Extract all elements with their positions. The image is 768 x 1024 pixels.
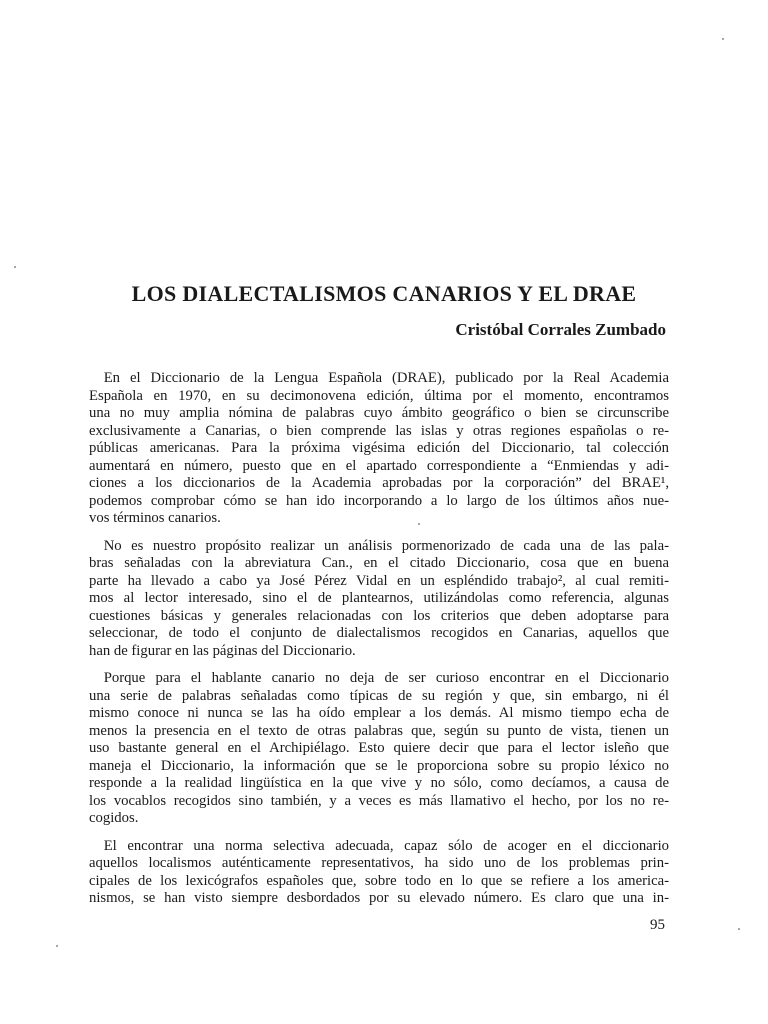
- paragraph-4: [89, 838, 669, 908]
- text-line: públicas americanas. Para la próxima vigésima edición del Diccionario, tal colección: [89, 440, 669, 456]
- page-number: 95: [650, 917, 665, 933]
- article-author: Cristóbal Corrales Zumbado: [455, 320, 666, 339]
- text-line: responde a la realidad lingüística en la que vive y no sólo, como decíamos, a causa de: [89, 775, 669, 791]
- text-line: maneja el Diccionario, la información que se le proporciona sobre su propio léxico no: [89, 757, 669, 774]
- paragraph-2: [89, 538, 669, 661]
- article-body: [89, 370, 669, 918]
- text-line: vos términos canarios.: [89, 510, 221, 526]
- text-line: seleccionar, de todo el conjunto de dialectalismos recogidos en Canarias, aquellos que: [89, 625, 669, 641]
- text-line: nismos, se han visto siempre desbordados por su elevado número. Es claro que una in-: [89, 890, 669, 906]
- scan-speck: [738, 928, 740, 930]
- text-line: mismo conoce ni nunca se las ha oído emplear a los demás. Al mismo tiempo echa de: [89, 705, 669, 721]
- scan-speck: [418, 523, 420, 525]
- scan-speck: [722, 38, 724, 40]
- text-line: bras señaladas con la abreviatura Can., en el citado Diccionario, cosa que en buena: [89, 555, 669, 571]
- text-line: han de figurar en las páginas del Diccionario.: [89, 642, 356, 659]
- text-line: una no muy amplia nómina de palabras cuyo ámbito geográfico o bien se circunscribe: [89, 405, 669, 421]
- text-line: exclusivamente a Canarias, o bien comprende las islas y otras regiones españolas o re-: [89, 422, 669, 439]
- text-line: cogidos.: [89, 810, 139, 826]
- scan-speck: [14, 266, 16, 268]
- text-line: Porque para el hablante canario no deja de ser curioso encontrar en el Diccionario: [103, 670, 669, 686]
- text-line: mos al lector interesado, sino el de plantearnos, utilizándolas como referencia, algunas: [89, 590, 669, 606]
- text-line: aquellos localismos auténticamente representativos, ha sido uno de los problemas prin-: [89, 855, 669, 871]
- text-line: ciones a los diccionarios de la Academia aprobadas por la corporación” del BRAE¹,: [89, 475, 669, 491]
- text-line: Española en 1970, en su decimonovena edición, última por el momento, encontramos: [89, 387, 669, 404]
- paragraph-3: [89, 670, 669, 828]
- article-title: LOS DIALECTALISMOS CANARIOS Y EL DRAE: [131, 281, 637, 306]
- scan-speck: [56, 945, 58, 947]
- paragraph-1: [89, 370, 669, 528]
- text-line: una serie de palabras señaladas como típicas de su región y que, sin embargo, ni él: [89, 687, 669, 704]
- text-line: cipales de los lexicógrafos españoles que, sobre todo en lo que se refiere a los america-: [89, 872, 669, 889]
- text-line: uso bastante general en el Archipiélago. Esto quiere decir que para el lector isleño que: [89, 740, 669, 756]
- text-line: El encontrar una norma selectiva adecuada, capaz sólo de acoger en el diccionario: [103, 837, 669, 854]
- text-line: En el Diccionario de la Lengua Española (DRAE), publicado por la Real Academia: [103, 370, 669, 386]
- text-line: aumentará en número, puesto que en el apartado correspondiente a “Enmiendas y adi-: [89, 457, 669, 474]
- text-line: No es nuestro propósito realizar un análisis pormenorizado de cada una de las pala-: [103, 537, 669, 554]
- text-line: parte ha llevado a cabo ya José Pérez Vidal en un espléndido trabajo², al cual remiti-: [89, 572, 669, 589]
- text-line: cuestiones básicas y generales relacionadas con los criterios que deben adoptarse para: [89, 607, 669, 624]
- text-line: los vocablos recogidos sino también, y a veces es más llamativo el hecho, por los no re-: [89, 792, 669, 809]
- text-line: menos la presencia en el texto de otras palabras que, según su punto de vista, tienen un: [89, 722, 669, 739]
- text-line: podemos comprobar cómo se han ido incorporando a lo largo de los últimos años nue-: [89, 492, 669, 509]
